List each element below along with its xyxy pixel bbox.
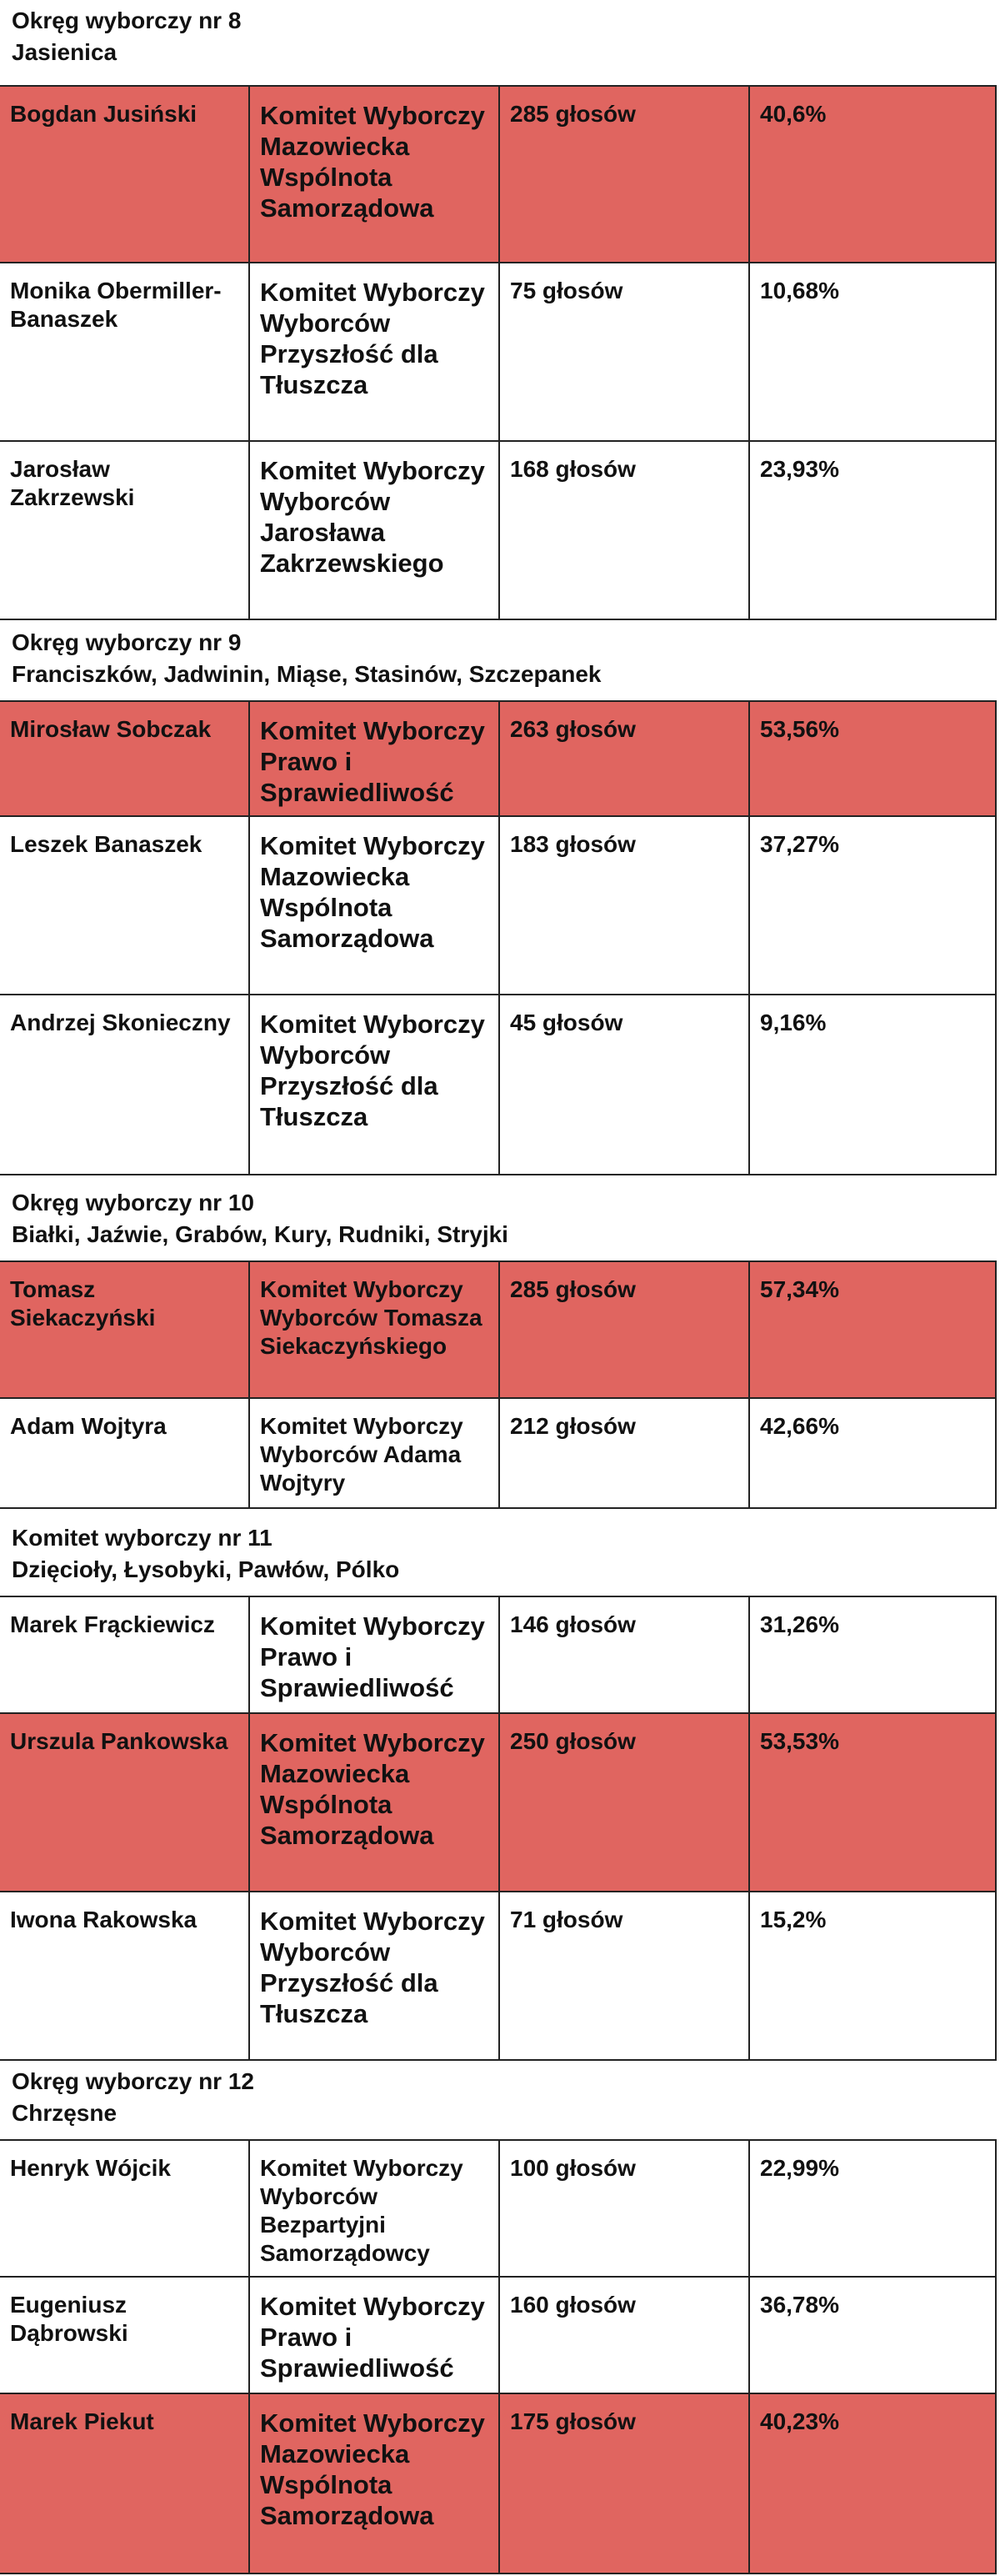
committee-name: Komitet Wyborczy Wyborców Tomasza Siekaczyńskiego	[250, 1262, 500, 1397]
vote-count: 45 głosów	[500, 995, 750, 1174]
vote-count: 75 głosów	[500, 263, 750, 440]
section-title: Komitet wyborczy nr 11	[12, 1525, 272, 1551]
results-row	[0, 700, 997, 817]
results-row	[0, 262, 997, 442]
vote-percent: 22,99%	[760, 2155, 839, 2181]
vote-count: 250 głosów	[500, 1714, 750, 1891]
vote-count: 212 głosów	[500, 1399, 750, 1507]
vote-percent: 10,68%	[760, 278, 839, 303]
candidate-name: Jarosław Zakrzewski	[0, 442, 250, 619]
committee-name: Komitet Wyborczy Wyborców Bezpartyjni Samorządowcy	[250, 2141, 500, 2276]
section-area: Franciszków, Jadwinin, Miąse, Stasinów, Szczepanek	[12, 661, 602, 687]
candidate-name: Tomasz Siekaczyński	[0, 1262, 250, 1397]
section-area: Białki, Jaźwie, Grabów, Kury, Rudniki, Stryjki	[12, 1221, 508, 1247]
vote-count: 263 głosów	[500, 702, 750, 815]
results-row	[0, 1260, 997, 1399]
committee-name: Komitet Wyborczy Mazowiecka Wspólnota Samorządowa	[250, 817, 500, 994]
section-area: Dzięcioły, Łysobyki, Pawłów, Pólko	[12, 1556, 400, 1582]
vote-percent: 57,34%	[760, 1276, 839, 1302]
results-row	[0, 1397, 997, 1509]
candidate-name: Marek Piekut	[0, 2394, 250, 2573]
vote-percent: 31,26%	[760, 1611, 839, 1637]
section-title: Okręg wyborczy nr 9	[12, 629, 242, 655]
committee-name: Komitet Wyborczy Prawo i Sprawiedliwość	[250, 2278, 500, 2393]
candidate-name: Mirosław Sobczak	[0, 702, 250, 815]
section-area: Jasienica	[12, 39, 118, 65]
committee-name: Komitet Wyborczy Mazowiecka Wspólnota Samorządowa	[250, 87, 500, 262]
results-row	[0, 1596, 997, 1714]
results-row	[0, 1891, 997, 2061]
vote-percent: 15,2%	[760, 1907, 827, 1932]
results-row	[0, 2139, 997, 2278]
vote-percent: 9,16%	[760, 1010, 827, 1035]
vote-count: 183 głosów	[500, 817, 750, 994]
candidate-name: Leszek Banaszek	[0, 817, 250, 994]
vote-count: 71 głosów	[500, 1892, 750, 2059]
candidate-name: Bogdan Jusiński	[0, 87, 250, 262]
candidate-name: Henryk Wójcik	[0, 2141, 250, 2276]
section-title: Okręg wyborczy nr 12	[12, 2068, 255, 2094]
vote-percent: 53,56%	[760, 716, 839, 742]
vote-count: 168 głosów	[500, 442, 750, 619]
vote-count: 146 głosów	[500, 1597, 750, 1712]
candidate-name: Adam Wojtyra	[0, 1399, 250, 1507]
vote-count: 175 głosów	[500, 2394, 750, 2573]
vote-percent: 37,27%	[760, 831, 839, 857]
vote-count: 285 głosów	[500, 1262, 750, 1397]
vote-count: 100 głosów	[500, 2141, 750, 2276]
results-row	[0, 1712, 997, 1892]
committee-name: Komitet Wyborczy Wyborców Przyszłość dla Tłuszcza	[250, 995, 500, 1174]
vote-percent: 23,93%	[760, 456, 839, 482]
candidate-name: Marek Frąckiewicz	[0, 1597, 250, 1712]
committee-name: Komitet Wyborczy Prawo i Sprawiedliwość	[250, 702, 500, 815]
committee-name: Komitet Wyborczy Wyborców Przyszłość dla Tłuszcza	[250, 1892, 500, 2059]
section-title: Okręg wyborczy nr 8	[12, 8, 242, 33]
results-row	[0, 2276, 997, 2394]
results-row	[0, 85, 997, 263]
results-row	[0, 815, 997, 995]
results-row	[0, 440, 997, 620]
committee-name: Komitet Wyborczy Wyborców Adama Wojtyry	[250, 1399, 500, 1507]
results-row	[0, 994, 997, 1175]
section-title: Okręg wyborczy nr 10	[12, 1190, 255, 1215]
committee-name: Komitet Wyborczy Mazowiecka Wspólnota Samorządowa	[250, 1714, 500, 1891]
candidate-name: Eugeniusz Dąbrowski	[0, 2278, 250, 2393]
vote-percent: 40,23%	[760, 2408, 839, 2434]
committee-name: Komitet Wyborczy Mazowiecka Wspólnota Samorządowa	[250, 2394, 500, 2573]
vote-percent: 36,78%	[760, 2292, 839, 2318]
vote-percent: 53,53%	[760, 1728, 839, 1754]
vote-percent: 40,6%	[760, 101, 827, 127]
vote-count: 160 głosów	[500, 2278, 750, 2393]
vote-count: 285 głosów	[500, 87, 750, 262]
candidate-name: Monika Obermiller-Banaszek	[0, 263, 250, 440]
committee-name: Komitet Wyborczy Prawo i Sprawiedliwość	[250, 1597, 500, 1712]
committee-name: Komitet Wyborczy Wyborców Jarosława Zakrzewskiego	[250, 442, 500, 619]
candidate-name: Urszula Pankowska	[0, 1714, 250, 1891]
results-row	[0, 2393, 997, 2574]
committee-name: Komitet Wyborczy Wyborców Przyszłość dla Tłuszcza	[250, 263, 500, 440]
vote-percent: 42,66%	[760, 1413, 839, 1439]
candidate-name: Andrzej Skonieczny	[0, 995, 250, 1174]
section-area: Chrzęsne	[12, 2100, 118, 2126]
candidate-name: Iwona Rakowska	[0, 1892, 250, 2059]
